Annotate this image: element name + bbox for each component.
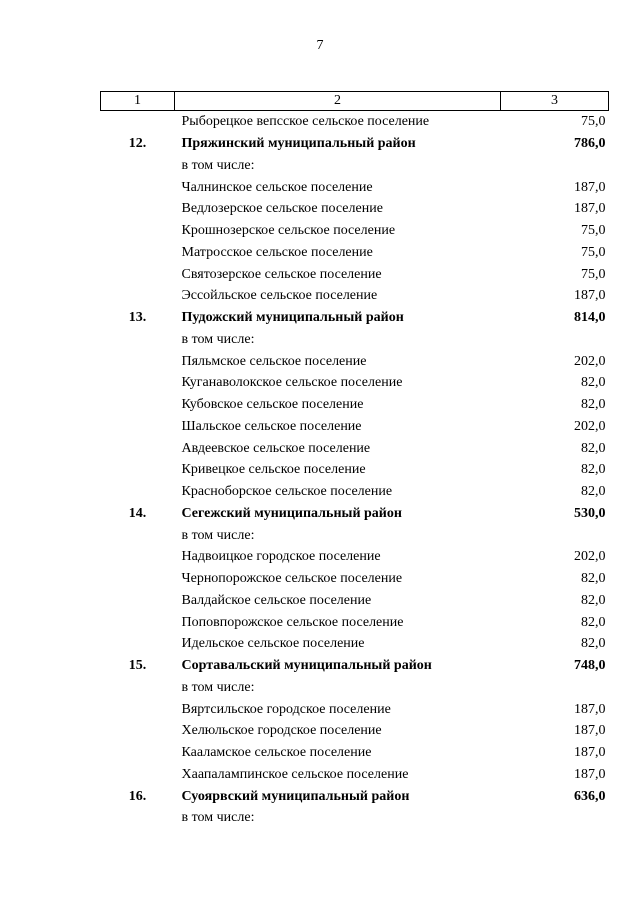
row-amount: 530,0 (574, 505, 606, 521)
row-amount: 748,0 (574, 658, 606, 674)
row-name: Кубовское сельское поселение (181, 397, 364, 413)
row-amount (501, 677, 609, 699)
row-number (101, 329, 175, 351)
row-number (101, 633, 175, 655)
row-number (101, 742, 175, 764)
row-name: Шальское сельское поселение (181, 418, 362, 434)
row-name: Пудожский муниципальный район (181, 310, 404, 326)
row-number (101, 437, 175, 459)
row-amount (501, 329, 609, 351)
row-number (101, 590, 175, 612)
table-row (101, 677, 609, 699)
row-name: Матросское сельское поселение (181, 244, 373, 260)
table-row (101, 524, 609, 546)
table-row (101, 285, 609, 307)
row-amount: 82,0 (581, 571, 606, 587)
table-header (101, 92, 609, 111)
table-row (101, 220, 609, 242)
row-amount (501, 807, 609, 829)
table-body (101, 111, 609, 829)
row-amount: 636,0 (574, 788, 606, 804)
row-number: 16. (128, 788, 147, 804)
row-number (101, 176, 175, 198)
row-amount: 82,0 (581, 462, 606, 478)
row-number (101, 698, 175, 720)
row-number (101, 263, 175, 285)
row-number (101, 394, 175, 416)
table-row (101, 198, 609, 220)
row-number (101, 285, 175, 307)
row-name: Эссойльское сельское поселение (181, 288, 378, 304)
row-amount: 82,0 (581, 636, 606, 652)
table-row-district (101, 655, 609, 677)
row-name: Хелюльское городское поселение (181, 723, 382, 739)
table-row (101, 176, 609, 198)
row-name: Чалнинское сельское поселение (181, 179, 373, 195)
table-row (101, 263, 609, 285)
row-number (101, 198, 175, 220)
row-number: 14. (128, 505, 147, 521)
row-amount (501, 524, 609, 546)
table-row (101, 394, 609, 416)
row-amount: 187,0 (574, 201, 606, 217)
row-name: Чернопорожское сельское поселение (181, 571, 403, 587)
row-number (101, 220, 175, 242)
row-amount: 75,0 (581, 114, 606, 130)
allocation-table (100, 91, 609, 829)
row-amount: 82,0 (581, 397, 606, 413)
table-row-district (101, 307, 609, 329)
row-number (101, 807, 175, 829)
row-number: 12. (128, 136, 147, 152)
row-amount (501, 155, 609, 177)
row-number (101, 416, 175, 438)
row-amount: 202,0 (574, 418, 606, 434)
table-row (101, 350, 609, 372)
column-header-amount: 3 (501, 92, 609, 111)
row-name: в том числе: (181, 157, 255, 173)
row-amount: 75,0 (581, 244, 606, 260)
table-row-district (101, 785, 609, 807)
row-amount: 82,0 (581, 375, 606, 391)
table-row (101, 568, 609, 590)
row-number (101, 372, 175, 394)
row-amount: 786,0 (574, 136, 606, 152)
row-number (101, 242, 175, 264)
row-name: Валдайское сельское поселение (181, 592, 372, 608)
row-amount: 187,0 (574, 288, 606, 304)
row-name: в том числе: (181, 331, 255, 347)
table-row (101, 416, 609, 438)
row-name: Куганаволокское сельское поселение (181, 375, 403, 391)
row-name: Кааламское сельское поселение (181, 745, 372, 761)
row-name: Кривецкое сельское поселение (181, 462, 366, 478)
row-amount: 187,0 (574, 701, 606, 717)
row-number (101, 677, 175, 699)
row-amount: 187,0 (574, 179, 606, 195)
row-name: в том числе: (181, 527, 255, 543)
row-name: Поповпорожское сельское поселение (181, 614, 404, 630)
row-number (101, 546, 175, 568)
row-name: Крошнозерское сельское поселение (181, 223, 396, 239)
table-row (101, 329, 609, 351)
row-amount: 187,0 (574, 723, 606, 739)
table-row (101, 459, 609, 481)
row-name: Авдеевское сельское поселение (181, 440, 371, 456)
table-row (101, 611, 609, 633)
row-name: Сортавальский муниципальный район (181, 658, 432, 674)
table-row (101, 764, 609, 786)
row-number (101, 524, 175, 546)
row-amount: 75,0 (581, 266, 606, 282)
row-amount: 82,0 (581, 614, 606, 630)
table-row (101, 481, 609, 503)
row-name: Ведлозерское сельское поселение (181, 201, 383, 217)
row-number (101, 481, 175, 503)
row-amount: 75,0 (581, 223, 606, 239)
row-name: в том числе: (181, 679, 255, 695)
row-number: 13. (128, 310, 147, 326)
row-number (101, 720, 175, 742)
row-name: Святозерское сельское поселение (181, 266, 382, 282)
row-amount: 82,0 (581, 484, 606, 500)
table-row (101, 372, 609, 394)
row-name: в том числе: (181, 810, 255, 826)
table-row (101, 720, 609, 742)
row-name: Красноборское сельское поселение (181, 484, 393, 500)
table-row-district (101, 133, 609, 155)
row-number (101, 611, 175, 633)
row-number (101, 568, 175, 590)
table-row (101, 155, 609, 177)
column-header-number: 1 (101, 92, 175, 111)
table-row (101, 698, 609, 720)
row-name: Сегежский муниципальный район (181, 505, 402, 521)
row-name: Пяльмское сельское поселение (181, 353, 367, 369)
table-row-district (101, 503, 609, 525)
row-amount: 187,0 (574, 766, 606, 782)
row-number (101, 764, 175, 786)
table-row (101, 590, 609, 612)
row-number (101, 350, 175, 372)
row-amount: 202,0 (574, 353, 606, 369)
row-amount: 814,0 (574, 310, 606, 326)
row-name: Рыборецкое вепсское сельское поселение (181, 114, 430, 130)
table-row (101, 633, 609, 655)
row-amount: 82,0 (581, 592, 606, 608)
row-number: 15. (128, 658, 147, 674)
row-name: Суоярвский муниципальный район (181, 788, 410, 804)
row-amount: 187,0 (574, 745, 606, 761)
table-row (101, 437, 609, 459)
table-row (101, 111, 609, 133)
column-header-name: 2 (175, 92, 501, 111)
row-amount: 202,0 (574, 549, 606, 565)
table-row (101, 742, 609, 764)
row-number (101, 111, 175, 133)
row-number (101, 459, 175, 481)
table-row (101, 807, 609, 829)
page-number: 7 (316, 38, 324, 53)
row-number (101, 155, 175, 177)
table-row (101, 546, 609, 568)
row-amount: 82,0 (581, 440, 606, 456)
row-name: Идельское сельское поселение (181, 636, 365, 652)
row-name: Пряжинский муниципальный район (181, 136, 416, 152)
table-row (101, 242, 609, 264)
row-name: Вяртсильское городское поселение (181, 701, 391, 717)
row-name: Хаапалампинское сельское поселение (181, 766, 409, 782)
row-name: Надвоицкое городское поселение (181, 549, 381, 565)
